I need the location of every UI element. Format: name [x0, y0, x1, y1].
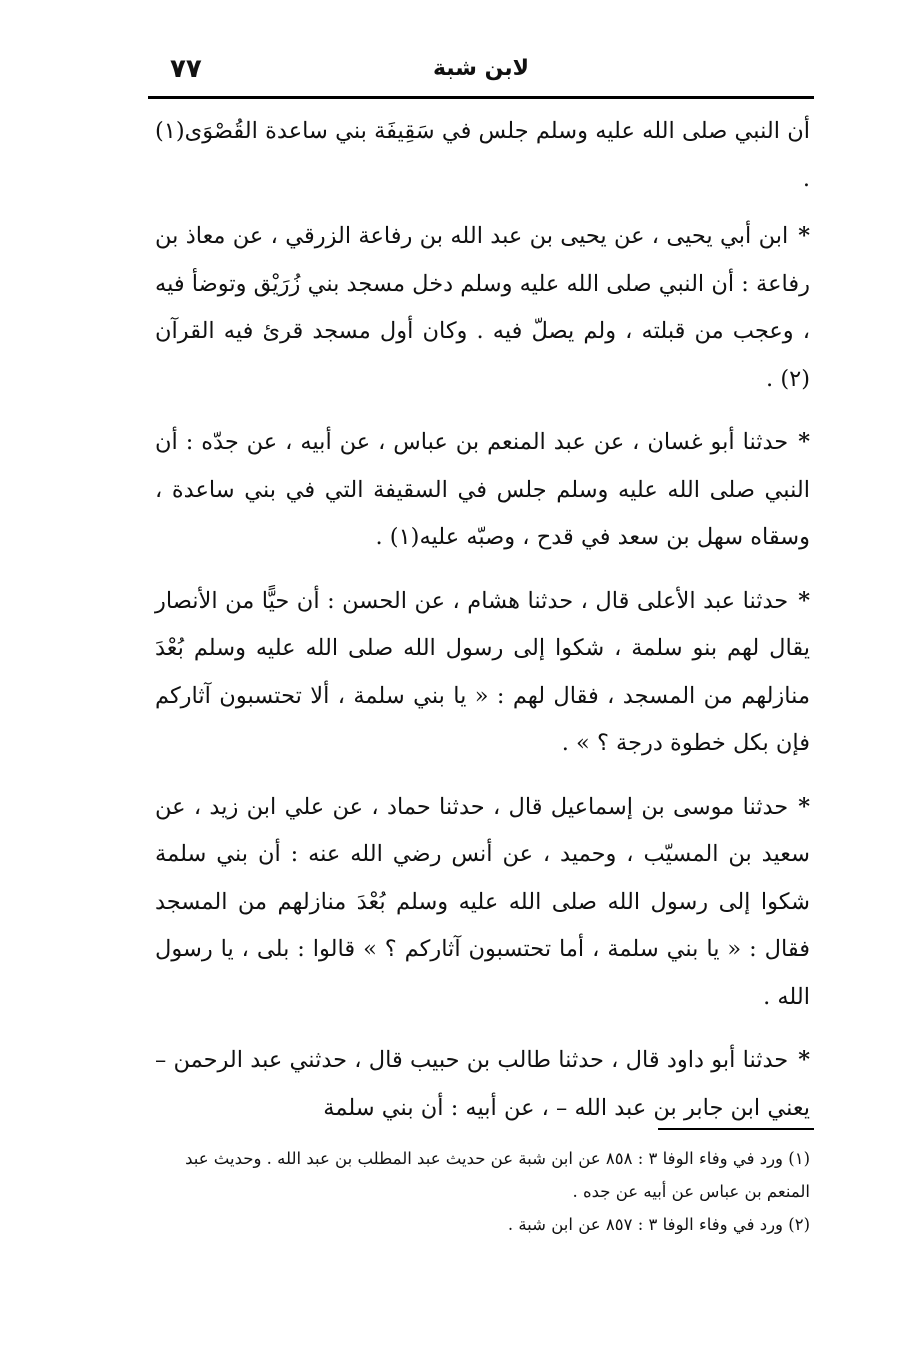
paragraph — [155, 784, 810, 1022]
paragraph — [155, 108, 810, 203]
paragraph-text: حدثنا أبو داود قال ، حدثنا طالب بن حبيب قال ، حدثني عبد الرحمن – يعني ابن جابر بن عبد الله – ، عن أبيه : أن بني سلمة — [155, 1047, 810, 1121]
footnote-rule — [658, 1128, 814, 1130]
paragraph — [155, 419, 810, 562]
paragraph-text: حدثنا موسى بن إسماعيل قال ، حدثنا حماد ، عن علي ابن زيد ، عن سعيد بن المسيّب ، وحميد ، عن أنس رضي الله عنه : أن بني سلمة شكوا إلى رسول الله صلى الله عليه وسلم بُعْدَ منازلهم من المسجد فقال : « يا بني سلمة ، أما تحتسبون آثاركم ؟ » قالوا : بلى ، يا رسول الله . — [155, 793, 810, 1010]
bullet-marker: * — [798, 223, 810, 249]
paragraph — [155, 1037, 810, 1132]
bullet-marker: * — [798, 587, 810, 614]
paragraph-text: ابن أبي يحيى ، عن يحيى بن عبد الله بن رفاعة الزرقي ، عن معاذ بن رفاعة : أن النبي صلى الله عليه وسلم دخل مسجد بني زُرَيْق وتوضأ فيه ، وعجب من قبلته ، ولم يصلّ فيه . وكان أول مسجد قرئ فيه القرآن (٢) . — [155, 223, 810, 392]
bullet-marker: * — [798, 1047, 810, 1073]
paragraph-text: أن النبي صلى الله عليه وسلم جلس في سَقِيفَة بني ساعدة القُصْوَى(١) . — [155, 118, 810, 192]
main-text — [155, 108, 810, 1148]
paragraph — [155, 578, 810, 768]
footnotes — [160, 1142, 810, 1241]
page-number: ٧٧ — [170, 54, 202, 84]
bullet-marker: * — [798, 429, 810, 455]
header-rule — [148, 96, 814, 99]
paragraph-text: حدثنا أبو غسان ، عن عبد المنعم بن عباس ، عن أبيه ، عن جدّه : أن النبي صلى الله عليه وسلم جلس في السقيفة التي في بني ساعدة ، وسقاه سهل بن سعد في قدح ، وصبّه عليه(١) . — [155, 429, 810, 550]
paragraph-text: حدثنا عبد الأعلى قال ، حدثنا هشام ، عن الحسن : أن حيًّا من الأنصار يقال لهم بنو سلمة ، شكوا إلى رسول الله صلى الله عليه وسلم بُعْدَ منازلهم من المسجد ، فقال لهم : « يا بني سلمة ، ألا تحتسبون آثاركم فإن بكل خطوة درجة ؟ » . — [155, 587, 810, 756]
paragraph — [155, 213, 810, 403]
footnote: (١) ورد في وفاء الوفا ٣ : ٨٥٨ عن ابن شبة عن حديث عبد المطلب بن عبد الله . وحديث عبد المنعم بن عباس عن أبيه عن جده . — [185, 1149, 810, 1201]
page-header — [148, 46, 814, 96]
running-title: لابن شبة — [432, 56, 530, 81]
footnote: (٢) ورد في وفاء الوفا ٣ : ٨٥٧ عن ابن شبة . — [507, 1215, 810, 1234]
bullet-marker: * — [798, 793, 810, 820]
